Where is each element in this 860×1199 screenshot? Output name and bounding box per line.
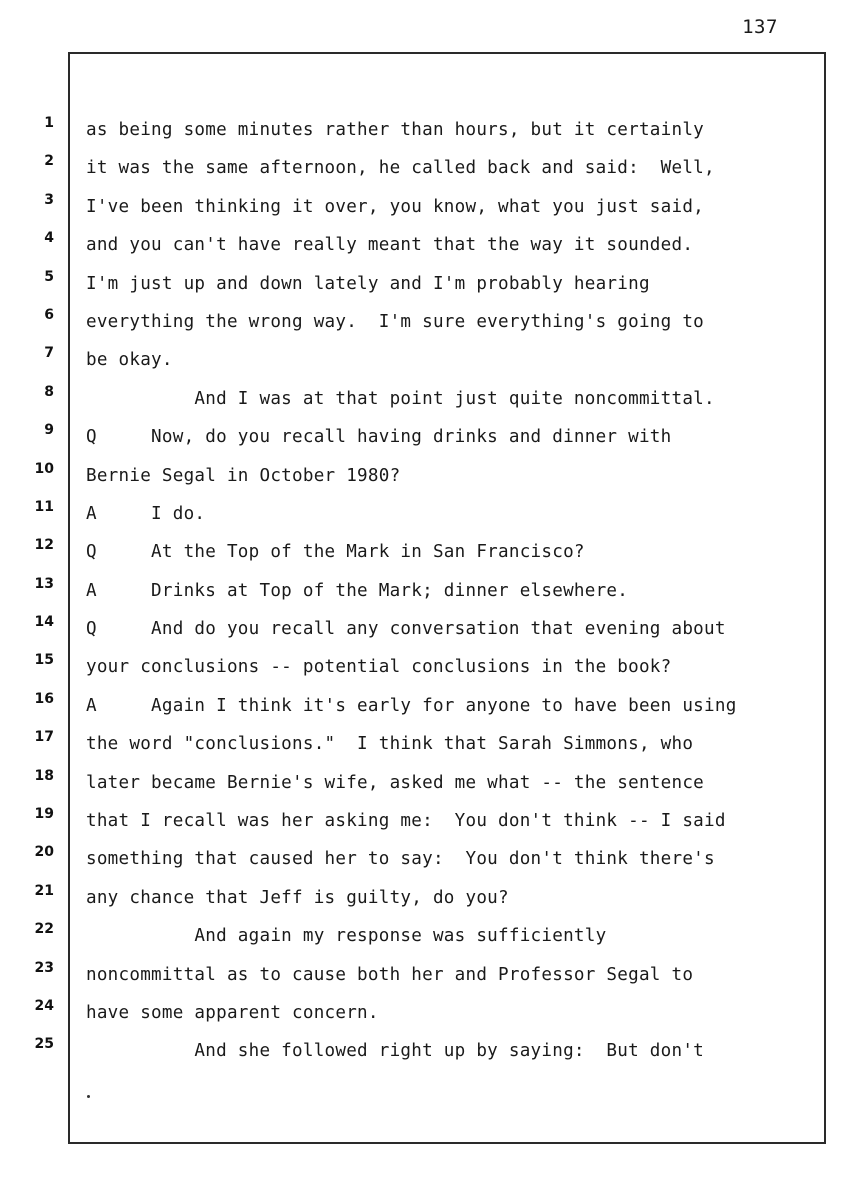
line-number: 5	[44, 268, 54, 285]
transcript-line	[0, 840, 860, 878]
line-number: 9	[44, 422, 54, 439]
line-number: 7	[44, 345, 54, 362]
line-text: Bernie Segal in October 1980?	[86, 465, 401, 486]
transcript-line	[0, 265, 860, 303]
transcript-line	[0, 764, 860, 802]
line-text: your conclusions -- potential conclusions in the book?	[86, 657, 672, 678]
line-number: 1	[44, 115, 54, 131]
line-text: A I do.	[86, 503, 206, 524]
transcript-line	[0, 303, 860, 341]
transcript-line	[0, 533, 860, 571]
line-number: 14	[34, 614, 54, 631]
line-text: later became Bernie's wife, asked me what -- the sentence	[86, 772, 705, 793]
transcript-line	[0, 610, 860, 648]
line-text: A Drinks at Top of the Mark; dinner elsewhere.	[86, 580, 629, 601]
line-text: And again my response was sufficiently	[86, 926, 607, 947]
line-number: 25	[34, 1036, 54, 1053]
transcript-line	[0, 879, 860, 917]
transcript-line	[0, 188, 860, 226]
line-number: 6	[44, 306, 54, 323]
page-border-bottom	[68, 1142, 826, 1144]
transcript-line	[0, 802, 860, 840]
line-number: 18	[34, 767, 54, 784]
line-text: be okay.	[86, 350, 173, 371]
line-text: Q And do you recall any conversation that evening about	[86, 619, 726, 640]
line-text: And she followed right up by saying: But don't	[86, 1041, 705, 1062]
line-text: noncommittal as to cause both her and Professor Segal to	[86, 964, 694, 985]
line-text: any chance that Jeff is guilty, do you?	[86, 887, 509, 908]
line-text: something that caused her to say: You don't think there's	[86, 849, 715, 870]
transcript-line	[0, 418, 860, 456]
line-number: 13	[34, 575, 54, 592]
transcript-line	[0, 341, 860, 379]
transcript-body	[0, 111, 860, 1071]
transcript-line	[0, 149, 860, 187]
line-text: I'm just up and down lately and I'm probably hearing	[86, 273, 650, 294]
line-number: 15	[34, 652, 54, 669]
transcript-line	[0, 572, 860, 610]
line-text: Q Now, do you recall having drinks and dinner with	[86, 427, 672, 448]
line-number: 3	[44, 191, 54, 208]
line-number: 19	[34, 806, 54, 823]
line-number: 21	[34, 882, 54, 899]
line-text: that I recall was her asking me: You don't think -- I said	[86, 811, 726, 832]
transcript-line	[0, 111, 860, 149]
transcript-line	[0, 457, 860, 495]
line-number: 16	[34, 690, 54, 707]
line-number: 20	[34, 844, 54, 861]
line-text: it was the same afternoon, he called back and said: Well,	[86, 158, 715, 179]
line-text: I've been thinking it over, you know, what you just said,	[86, 196, 705, 217]
transcript-line	[0, 380, 860, 418]
line-text: everything the wrong way. I'm sure everything's going to	[86, 311, 705, 332]
line-number: 2	[44, 153, 54, 170]
transcript-line	[0, 226, 860, 264]
line-number: 22	[34, 921, 54, 938]
page-number: 137	[742, 16, 778, 38]
transcript-line	[0, 956, 860, 994]
line-text: as being some minutes rather than hours, but it certainly	[86, 120, 705, 140]
line-number: 11	[34, 498, 54, 515]
transcript-line	[0, 994, 860, 1032]
line-number: 12	[34, 537, 54, 554]
page-border-top	[68, 52, 826, 54]
line-text: A Again I think it's early for anyone to have been using	[86, 695, 737, 716]
line-number: 4	[44, 230, 54, 247]
transcript-line	[0, 1032, 860, 1070]
line-text: and you can't have really meant that the way it sounded.	[86, 235, 694, 256]
transcript-line	[0, 648, 860, 686]
line-number: 24	[34, 997, 54, 1014]
line-text: Q At the Top of the Mark in San Francisco?	[86, 542, 585, 563]
stray-mark	[87, 1095, 90, 1098]
line-text: have some apparent concern.	[86, 1002, 379, 1023]
transcript-line	[0, 725, 860, 763]
transcript-line	[0, 917, 860, 955]
line-text: the word "conclusions." I think that Sarah Simmons, who	[86, 734, 694, 755]
line-number: 10	[34, 460, 54, 477]
line-number: 8	[44, 383, 54, 400]
line-text: And I was at that point just quite noncommittal.	[86, 388, 715, 409]
line-number: 23	[34, 959, 54, 976]
line-number: 17	[34, 729, 54, 746]
transcript-line	[0, 495, 860, 533]
transcript-line	[0, 687, 860, 725]
